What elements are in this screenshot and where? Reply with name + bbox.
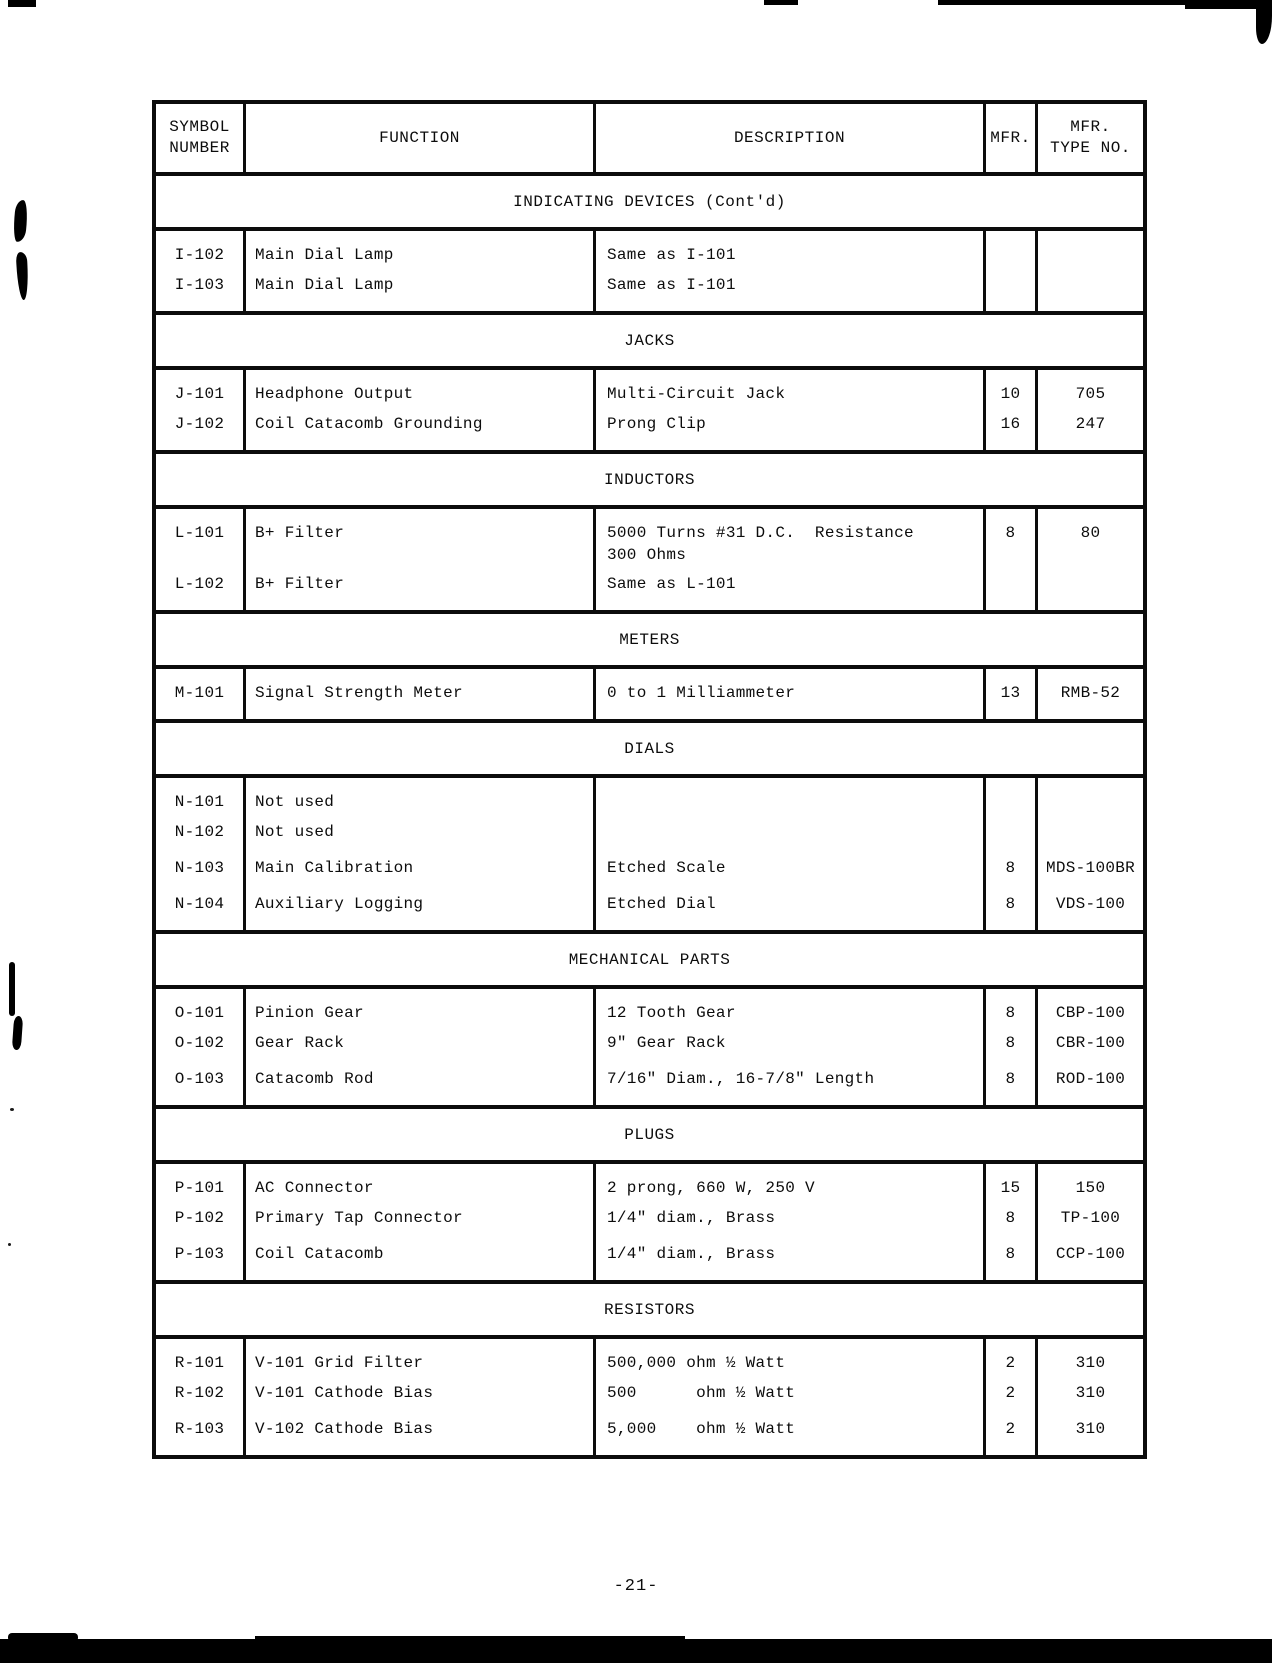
function-cell bbox=[243, 1061, 593, 1105]
symbol-cell-text: R-101 bbox=[174, 1354, 225, 1372]
symbol-cell bbox=[156, 566, 243, 610]
mfr-cell-text: 8 bbox=[1005, 1209, 1016, 1227]
symbol-cell-text: I-102 bbox=[174, 246, 225, 264]
description-cell bbox=[593, 1339, 983, 1375]
symbol-cell-text: P-102 bbox=[174, 1209, 225, 1227]
symbol-cell bbox=[156, 989, 243, 1025]
description-cell bbox=[593, 814, 983, 850]
type-no-cell-text: 310 bbox=[1075, 1354, 1106, 1372]
section-block bbox=[156, 1339, 1143, 1455]
description-cell-text: Same as I-101 bbox=[607, 246, 736, 264]
description-cell bbox=[593, 406, 983, 450]
mfr-cell-text: 8 bbox=[1005, 1245, 1016, 1263]
mfr-cell bbox=[983, 1236, 1035, 1280]
table-row bbox=[156, 989, 1143, 1025]
function-cell-text: Main Dial Lamp bbox=[255, 246, 394, 264]
section-band bbox=[156, 176, 1143, 231]
type-no-cell bbox=[1035, 1164, 1143, 1200]
header-label: NUMBER bbox=[169, 139, 230, 157]
function-cell-text: AC Connector bbox=[255, 1179, 374, 1197]
symbol-cell-text: J-102 bbox=[174, 415, 225, 433]
function-cell bbox=[243, 1025, 593, 1061]
mfr-cell bbox=[983, 850, 1035, 886]
symbol-cell bbox=[156, 1236, 243, 1280]
mfr-cell bbox=[983, 1339, 1035, 1375]
description-cell-text: Same as L-101 bbox=[607, 575, 736, 593]
mfr-cell-text: 8 bbox=[1005, 895, 1016, 913]
description-cell bbox=[593, 1411, 983, 1455]
section-title: PLUGS bbox=[624, 1125, 675, 1144]
function-cell bbox=[243, 1339, 593, 1375]
section-band bbox=[156, 614, 1143, 669]
mfr-cell bbox=[983, 231, 1035, 267]
description-cell-text: 5,000 ohm ½ Watt bbox=[607, 1420, 796, 1438]
type-no-cell-text: 310 bbox=[1075, 1420, 1106, 1438]
section-band bbox=[156, 315, 1143, 370]
mfr-cell-text: 2 bbox=[1005, 1384, 1016, 1402]
table-row bbox=[156, 850, 1143, 886]
mfr-cell bbox=[983, 778, 1035, 814]
section-title: METERS bbox=[619, 630, 680, 649]
ink-speck bbox=[8, 1243, 11, 1246]
type-no-cell bbox=[1035, 1061, 1143, 1105]
function-cell bbox=[243, 1200, 593, 1236]
ink-mark-top-left bbox=[8, 0, 36, 7]
table-header bbox=[156, 104, 1143, 176]
symbol-cell-text: N-103 bbox=[174, 859, 225, 877]
function-cell-text: Headphone Output bbox=[255, 385, 414, 403]
type-no-cell bbox=[1035, 370, 1143, 406]
ink-mark-margin-2 bbox=[16, 252, 29, 301]
type-no-cell-text: 310 bbox=[1075, 1384, 1106, 1402]
mfr-cell bbox=[983, 814, 1035, 850]
symbol-cell-text: N-104 bbox=[174, 895, 225, 913]
function-cell bbox=[243, 1411, 593, 1455]
section-block bbox=[156, 231, 1143, 315]
mfr-cell bbox=[983, 406, 1035, 450]
function-cell-text: V-101 Grid Filter bbox=[255, 1354, 424, 1372]
function-cell bbox=[243, 1375, 593, 1411]
function-cell bbox=[243, 778, 593, 814]
section-title: INDUCTORS bbox=[604, 470, 695, 489]
table-body bbox=[156, 176, 1143, 1455]
type-no-cell bbox=[1035, 669, 1143, 719]
section-block bbox=[156, 370, 1143, 454]
function-cell-text: Coil Catacomb Grounding bbox=[255, 415, 483, 433]
section-band bbox=[156, 934, 1143, 989]
symbol-cell bbox=[156, 814, 243, 850]
description-cell bbox=[593, 231, 983, 267]
scan-bottom-bar bbox=[0, 1639, 1272, 1663]
symbol-cell bbox=[156, 231, 243, 267]
table-row bbox=[156, 566, 1143, 610]
symbol-cell bbox=[156, 1200, 243, 1236]
symbol-cell-text: L-102 bbox=[174, 575, 225, 593]
symbol-cell-text: I-103 bbox=[174, 276, 225, 294]
type-no-cell-text: 705 bbox=[1075, 385, 1106, 403]
mfr-cell bbox=[983, 1061, 1035, 1105]
function-cell-text: V-101 Cathode Bias bbox=[255, 1384, 434, 1402]
header-label: SYMBOL bbox=[169, 118, 230, 136]
table-row bbox=[156, 1200, 1143, 1236]
function-cell-text: B+ Filter bbox=[255, 575, 345, 593]
table-row bbox=[156, 1061, 1143, 1105]
description-cell bbox=[593, 778, 983, 814]
section-block bbox=[156, 989, 1143, 1109]
function-cell-text: Not used bbox=[255, 823, 335, 841]
type-no-cell bbox=[1035, 1339, 1143, 1375]
symbol-cell bbox=[156, 509, 243, 566]
table-row bbox=[156, 1339, 1143, 1375]
mfr-cell-text: 10 bbox=[1000, 385, 1021, 403]
description-cell-text: Prong Clip bbox=[607, 415, 707, 433]
ink-mark-margin-3 bbox=[9, 962, 15, 1016]
function-cell-text: Gear Rack bbox=[255, 1034, 345, 1052]
function-cell bbox=[243, 267, 593, 311]
type-no-cell bbox=[1035, 886, 1143, 930]
symbol-cell-text: P-103 bbox=[174, 1245, 225, 1263]
symbol-cell bbox=[156, 1061, 243, 1105]
section-band bbox=[156, 1109, 1143, 1164]
symbol-cell bbox=[156, 1339, 243, 1375]
type-no-cell-text: 247 bbox=[1075, 415, 1106, 433]
description-cell-text: 2 prong, 660 W, 250 V bbox=[607, 1179, 815, 1197]
description-cell bbox=[593, 989, 983, 1025]
symbol-cell bbox=[156, 267, 243, 311]
table-row bbox=[156, 669, 1143, 719]
function-cell-text: Not used bbox=[255, 793, 335, 811]
function-cell-text: V-102 Cathode Bias bbox=[255, 1420, 434, 1438]
function-cell-text: Catacomb Rod bbox=[255, 1070, 374, 1088]
description-cell-text: 1/4" diam., Brass bbox=[607, 1209, 776, 1227]
header-cell-mfr-type-no bbox=[1035, 104, 1143, 172]
ink-mark-margin-4 bbox=[12, 1016, 23, 1051]
section-title: JACKS bbox=[624, 331, 675, 350]
header-cell-description bbox=[593, 104, 983, 172]
type-no-cell bbox=[1035, 406, 1143, 450]
symbol-cell bbox=[156, 850, 243, 886]
section-block bbox=[156, 778, 1143, 934]
type-no-cell bbox=[1035, 1200, 1143, 1236]
function-cell bbox=[243, 231, 593, 267]
description-cell bbox=[593, 1164, 983, 1200]
function-cell bbox=[243, 850, 593, 886]
table-row bbox=[156, 1025, 1143, 1061]
ink-speck bbox=[10, 1108, 14, 1111]
description-cell-text: 12 Tooth Gear bbox=[607, 1004, 736, 1022]
symbol-cell bbox=[156, 1164, 243, 1200]
table-row bbox=[156, 886, 1143, 930]
type-no-cell bbox=[1035, 231, 1143, 267]
description-cell bbox=[593, 1236, 983, 1280]
type-no-cell bbox=[1035, 1236, 1143, 1280]
mfr-cell-text: 8 bbox=[1005, 1070, 1016, 1088]
function-cell-text: B+ Filter bbox=[255, 524, 345, 542]
function-cell-text: Signal Strength Meter bbox=[255, 684, 463, 702]
section-block bbox=[156, 509, 1143, 614]
type-no-cell-text: CBP-100 bbox=[1055, 1004, 1126, 1022]
function-cell bbox=[243, 370, 593, 406]
function-cell-text: Auxiliary Logging bbox=[255, 895, 424, 913]
mfr-cell bbox=[983, 989, 1035, 1025]
symbol-cell-text: N-102 bbox=[174, 823, 225, 841]
symbol-cell bbox=[156, 669, 243, 719]
ink-mark-top-dash bbox=[764, 0, 798, 5]
type-no-cell-text: CBR-100 bbox=[1055, 1034, 1126, 1052]
mfr-cell bbox=[983, 267, 1035, 311]
type-no-cell bbox=[1035, 814, 1143, 850]
symbol-cell bbox=[156, 778, 243, 814]
description-cell bbox=[593, 1025, 983, 1061]
function-cell bbox=[243, 509, 593, 566]
table-row bbox=[156, 1164, 1143, 1200]
type-no-cell-text: MDS-100BR bbox=[1045, 859, 1136, 877]
header-label: DESCRIPTION bbox=[733, 128, 846, 147]
table-row bbox=[156, 509, 1143, 566]
mfr-cell bbox=[983, 370, 1035, 406]
section-band bbox=[156, 723, 1143, 778]
symbol-cell-text: P-101 bbox=[174, 1179, 225, 1197]
section-title: MECHANICAL PARTS bbox=[568, 950, 731, 969]
symbol-cell-text: M-101 bbox=[174, 684, 225, 702]
description-cell-text: 7/16" Diam., 16-7/8" Length bbox=[607, 1070, 875, 1088]
table-row bbox=[156, 1375, 1143, 1411]
mfr-cell-text: 13 bbox=[1000, 684, 1021, 702]
function-cell-text: Primary Tap Connector bbox=[255, 1209, 463, 1227]
function-cell-text: Pinion Gear bbox=[255, 1004, 364, 1022]
description-cell-text: 5000 Turns #31 D.C. Resistance bbox=[607, 524, 914, 542]
mfr-cell-text: 15 bbox=[1000, 1179, 1021, 1197]
type-no-cell-text: RMB-52 bbox=[1060, 684, 1121, 702]
mfr-cell-text: 8 bbox=[1005, 1034, 1016, 1052]
header-cell-function bbox=[243, 104, 593, 172]
section-band bbox=[156, 454, 1143, 509]
type-no-cell bbox=[1035, 989, 1143, 1025]
function-cell bbox=[243, 814, 593, 850]
ink-mark-corner bbox=[1256, 0, 1272, 44]
description-cell bbox=[593, 370, 983, 406]
description-cell bbox=[593, 566, 983, 610]
section-title: RESISTORS bbox=[604, 1300, 695, 1319]
symbol-cell-text: O-103 bbox=[174, 1070, 225, 1088]
mfr-cell bbox=[983, 1375, 1035, 1411]
description-cell bbox=[593, 1375, 983, 1411]
type-no-cell bbox=[1035, 1411, 1143, 1455]
symbol-cell-text: O-102 bbox=[174, 1034, 225, 1052]
function-cell bbox=[243, 1236, 593, 1280]
ink-mark-margin-1 bbox=[12, 199, 29, 242]
symbol-cell-text: R-103 bbox=[174, 1420, 225, 1438]
symbol-cell bbox=[156, 406, 243, 450]
description-cell-text: Multi-Circuit Jack bbox=[607, 385, 786, 403]
description-cell-text: Etched Scale bbox=[607, 859, 726, 877]
mfr-cell-text: 8 bbox=[1005, 524, 1016, 542]
function-cell bbox=[243, 989, 593, 1025]
section-title: DIALS bbox=[624, 739, 675, 758]
description-cell bbox=[593, 509, 983, 566]
table-row bbox=[156, 267, 1143, 311]
mfr-cell bbox=[983, 509, 1035, 566]
symbol-cell-text: J-101 bbox=[174, 385, 225, 403]
mfr-cell bbox=[983, 1411, 1035, 1455]
function-cell-text: Main Dial Lamp bbox=[255, 276, 394, 294]
header-label: FUNCTION bbox=[379, 128, 460, 147]
type-no-cell-text: CCP-100 bbox=[1055, 1245, 1126, 1263]
mfr-cell-text: 16 bbox=[1000, 415, 1021, 433]
description-cell bbox=[593, 669, 983, 719]
type-no-cell bbox=[1035, 1375, 1143, 1411]
function-cell-text: Main Calibration bbox=[255, 859, 414, 877]
function-cell bbox=[243, 566, 593, 610]
type-no-cell bbox=[1035, 850, 1143, 886]
mfr-cell bbox=[983, 566, 1035, 610]
symbol-cell-text: O-101 bbox=[174, 1004, 225, 1022]
description-cell bbox=[593, 886, 983, 930]
description-cell-text: 0 to 1 Milliammeter bbox=[607, 684, 796, 702]
mfr-cell bbox=[983, 886, 1035, 930]
type-no-cell bbox=[1035, 778, 1143, 814]
table-row bbox=[156, 1411, 1143, 1455]
symbol-cell bbox=[156, 1411, 243, 1455]
type-no-cell bbox=[1035, 509, 1143, 566]
table-row bbox=[156, 406, 1143, 450]
function-cell bbox=[243, 886, 593, 930]
section-title: INDICATING DEVICES (Cont'd) bbox=[513, 192, 786, 211]
table-row bbox=[156, 231, 1143, 267]
description-cell-text: 300 Ohms bbox=[607, 546, 687, 564]
description-cell-text: 1/4" diam., Brass bbox=[607, 1245, 776, 1263]
type-no-cell bbox=[1035, 1025, 1143, 1061]
mfr-cell bbox=[983, 1025, 1035, 1061]
header-label: TYPE NO. bbox=[1050, 139, 1131, 157]
description-cell-text: 500 ohm ½ Watt bbox=[607, 1384, 796, 1402]
table-row bbox=[156, 1236, 1143, 1280]
symbol-cell-text: N-101 bbox=[174, 793, 225, 811]
mfr-cell-text: 2 bbox=[1005, 1354, 1016, 1372]
section-block bbox=[156, 1164, 1143, 1284]
symbol-cell bbox=[156, 1375, 243, 1411]
description-cell bbox=[593, 1200, 983, 1236]
type-no-cell-text: TP-100 bbox=[1060, 1209, 1121, 1227]
function-cell-text: Coil Catacomb bbox=[255, 1245, 384, 1263]
table-row bbox=[156, 814, 1143, 850]
section-band bbox=[156, 1284, 1143, 1339]
symbol-cell-text: R-102 bbox=[174, 1384, 225, 1402]
page-number: -21- bbox=[613, 1577, 659, 1596]
type-no-cell-text: 150 bbox=[1075, 1179, 1106, 1197]
mfr-cell-text: 8 bbox=[1005, 859, 1016, 877]
mfr-cell bbox=[983, 669, 1035, 719]
type-no-cell bbox=[1035, 267, 1143, 311]
mfr-cell bbox=[983, 1200, 1035, 1236]
mfr-cell-text: 8 bbox=[1005, 1004, 1016, 1022]
type-no-cell bbox=[1035, 566, 1143, 610]
table-row bbox=[156, 778, 1143, 814]
function-cell bbox=[243, 669, 593, 719]
symbol-cell-text: L-101 bbox=[174, 524, 225, 542]
mfr-cell bbox=[983, 1164, 1035, 1200]
description-cell-text: Same as I-101 bbox=[607, 276, 736, 294]
symbol-cell bbox=[156, 370, 243, 406]
header-cell-symbol-number bbox=[156, 104, 243, 172]
function-cell bbox=[243, 1164, 593, 1200]
description-cell-text: 9" Gear Rack bbox=[607, 1034, 726, 1052]
description-cell-text: Etched Dial bbox=[607, 895, 716, 913]
type-no-cell-text: 80 bbox=[1080, 524, 1101, 542]
header-cell-mfr bbox=[983, 104, 1035, 172]
description-cell bbox=[593, 850, 983, 886]
symbol-cell bbox=[156, 886, 243, 930]
header-label: MFR. bbox=[990, 128, 1031, 147]
header-label: MFR. bbox=[1070, 118, 1111, 136]
function-cell bbox=[243, 406, 593, 450]
description-cell-text: 500,000 ohm ½ Watt bbox=[607, 1354, 786, 1372]
type-no-cell-text: VDS-100 bbox=[1055, 895, 1126, 913]
parts-table bbox=[152, 100, 1147, 1459]
symbol-cell bbox=[156, 1025, 243, 1061]
section-block bbox=[156, 669, 1143, 723]
description-cell bbox=[593, 1061, 983, 1105]
table-row bbox=[156, 370, 1143, 406]
description-cell bbox=[593, 267, 983, 311]
mfr-cell-text: 2 bbox=[1005, 1420, 1016, 1438]
type-no-cell-text: ROD-100 bbox=[1055, 1070, 1126, 1088]
